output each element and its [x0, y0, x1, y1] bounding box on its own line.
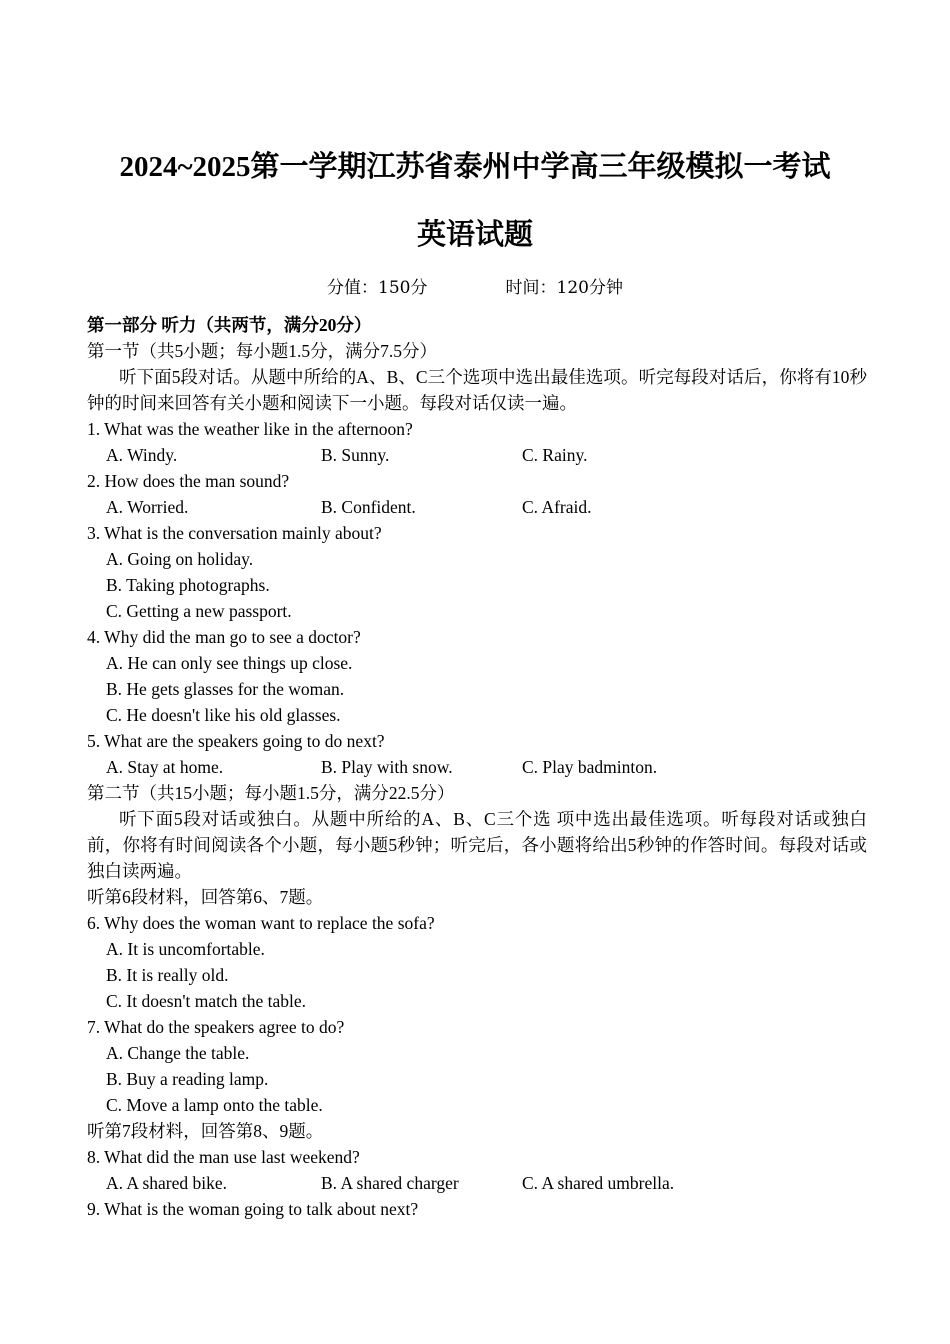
option-c: C. Move a lamp onto the table.: [106, 1095, 323, 1115]
option-c: C. Afraid.: [522, 497, 592, 517]
option-b: B. He gets glasses for the woman.: [106, 679, 345, 699]
section2-heading: 第二节（共15小题；每小题1.5分，满分22.5分）: [87, 783, 455, 803]
option-a: A. Stay at home.: [106, 757, 224, 777]
option-b: B. A shared charger: [321, 1173, 459, 1193]
material-7-note: 听第7段材料，回答第8、9题。: [87, 1121, 324, 1141]
option-c: C. Rainy.: [522, 445, 588, 465]
option-b: B. Taking photographs.: [106, 575, 270, 595]
question-8-stem: 8. What did the man use last weekend?: [87, 1147, 360, 1167]
option-c: C. He doesn't like his old glasses.: [106, 705, 341, 725]
option-a: A. It is uncomfortable.: [106, 939, 265, 959]
option-a: A. Worried.: [106, 497, 189, 517]
option-b: B. Sunny.: [321, 445, 390, 465]
exam-content: [87, 312, 867, 1222]
material-6-note: 听第6段材料，回答第6、7题。: [87, 887, 324, 907]
question-3-stem: 3. What is the conversation mainly about?: [87, 523, 382, 543]
question-5-options: [87, 754, 867, 780]
question-7-stem: 7. What do the speakers agree to do?: [87, 1017, 345, 1037]
option-b: B. It is really old.: [106, 965, 229, 985]
option-a: A. Going on holiday.: [106, 549, 254, 569]
question-1-options: [87, 442, 867, 468]
option-c: C. It doesn't match the table.: [106, 991, 306, 1011]
exam-meta: [0, 277, 950, 299]
option-a: A. Change the table.: [106, 1043, 250, 1063]
question-1-stem: 1. What was the weather like in the afternoon?: [87, 419, 413, 439]
option-a: A. A shared bike.: [106, 1173, 228, 1193]
option-c: C. Getting a new passport.: [106, 601, 292, 621]
option-c: C. Play badminton.: [522, 757, 658, 777]
exam-subtitle: 英语试题: [416, 219, 533, 251]
question-9-stem: 9. What is the woman going to talk about next?: [87, 1199, 419, 1219]
option-c: C. A shared umbrella.: [522, 1173, 675, 1193]
option-b: B. Buy a reading lamp.: [106, 1069, 269, 1089]
exam-title: 2024~2025第一学期江苏省泰州中学高三年级模拟一考试: [119, 151, 831, 183]
question-6-stem: 6. Why does the woman want to replace the sofa?: [87, 913, 435, 933]
option-a: A. Windy.: [106, 445, 178, 465]
section1-instructions: 听下面5段对话。从题中所给的A、B、C三个选项中选出最佳选项。听完每段对话后，你将有10秒钟的时间来回答有关小题和阅读下一小题。每段对话仅读一遍。: [87, 367, 867, 413]
option-b: B. Confident.: [321, 497, 416, 517]
question-5-stem: 5. What are the speakers going to do next?: [87, 731, 385, 751]
option-a: A. He can only see things up close.: [106, 653, 353, 673]
section1-heading: 第一节（共5小题；每小题1.5分，满分7.5分）: [87, 341, 437, 361]
part1-heading: 第一部分 听力（共两节，满分20分）: [87, 315, 372, 335]
question-2-options: [87, 494, 867, 520]
option-b: B. Play with snow.: [321, 757, 453, 777]
time-info: 时间：120分钟: [505, 278, 623, 298]
question-4-stem: 4. Why did the man go to see a doctor?: [87, 627, 361, 647]
question-8-options: [87, 1170, 867, 1196]
section2-instructions: 听下面5段对话或独白。从题中所给的A、B、C三个选 项中选出最佳选项。听每段对话或独白前，你将有时间阅读各个小题，每小题5秒钟；听完后，各小题将给出5秒钟的作答时间。每段对话或独白读两遍。: [87, 809, 867, 881]
score-info: 分值：150分: [327, 278, 428, 298]
question-2-stem: 2. How does the man sound?: [87, 471, 290, 491]
